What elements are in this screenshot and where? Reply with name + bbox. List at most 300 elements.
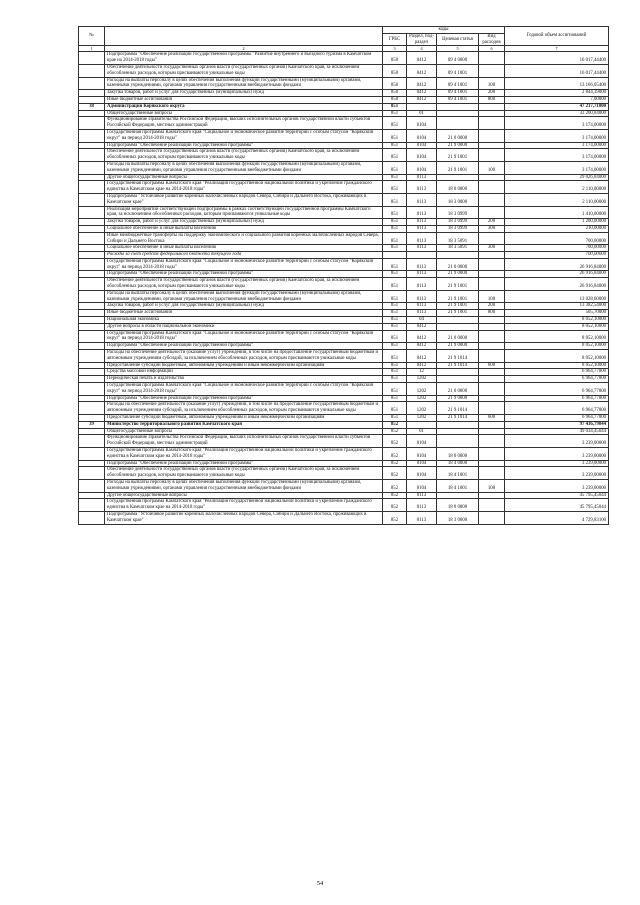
- row-name: Государственная программа Камчатского края "Социальное и экономическое развитие территории с особым статусом "Корякский округ" на период 2014-2018 годы": [105, 383, 383, 396]
- row-amount: 700,00000: [505, 252, 609, 259]
- row-grbs: 851: [383, 369, 407, 376]
- table-row: [79, 149, 609, 162]
- table-row: [79, 369, 609, 376]
- row-grbs: 851: [383, 350, 407, 363]
- row-amount: 3 174,00000: [505, 117, 609, 130]
- row-name: Обеспечение деятельности государственных органов власти (государственных органов) Камчатского края, за исключением обособленных расходов, которым присваиваются уникальные коды: [105, 278, 383, 291]
- row-name: Администрация Корякского округа: [105, 103, 383, 110]
- colnum-2: 2: [105, 46, 383, 52]
- row-name: Государственная программа Камчатского края "Социальное и экономическое развитие территории с особым статусом "Корякский округ" на период 2014-2018 годы": [105, 330, 383, 343]
- row-razdel: 0113: [407, 206, 437, 219]
- row-grbs: 851: [383, 110, 407, 117]
- row-number: [79, 290, 105, 303]
- colnum-6: 6: [479, 46, 505, 52]
- row-grbs: [383, 252, 407, 259]
- table-row: [79, 219, 609, 226]
- row-target-article: 21 9 1001: [437, 149, 479, 162]
- row-grbs: 851: [383, 323, 407, 330]
- row-razdel: 1202: [407, 395, 437, 402]
- row-number: [79, 310, 105, 317]
- row-number: [79, 435, 105, 448]
- row-grbs: 851: [383, 245, 407, 252]
- row-expense-type: 300: [479, 225, 505, 232]
- table-row: [79, 467, 609, 480]
- row-number: [79, 448, 105, 461]
- row-razdel: 0412: [407, 77, 437, 90]
- row-number: [79, 258, 105, 271]
- row-razdel: 0113: [407, 492, 437, 499]
- row-expense-type: [479, 323, 505, 330]
- row-amount: 16 017,44400: [505, 52, 609, 65]
- row-amount: 8 052,10000: [505, 317, 609, 324]
- row-name: Иные межбюджетные трансферты на поддержку экономического и социального развития коренных малочисленных народов Севера, Сибири и Дальнего Востока: [105, 232, 383, 245]
- row-grbs: 850: [383, 96, 407, 103]
- row-number: [79, 232, 105, 245]
- row-number: [79, 252, 105, 259]
- row-target-article: 18 4 0000: [437, 460, 479, 467]
- table-row: [79, 52, 609, 65]
- row-number: 38: [79, 103, 105, 110]
- row-number: [79, 369, 105, 376]
- table-row: [79, 343, 609, 350]
- row-expense-type: 200: [479, 303, 505, 310]
- table-row: [79, 193, 609, 206]
- row-expense-type: [479, 149, 505, 162]
- row-expense-type: [479, 103, 505, 110]
- row-razdel: 0104: [407, 142, 437, 149]
- row-expense-type: [479, 428, 505, 435]
- row-grbs: 851: [383, 193, 407, 206]
- row-amount: 2 110,00000: [505, 181, 609, 194]
- row-name: Функционирование Правительства Российской Федерации, высших исполнительных органов государственной власти субъектов Российской Федерации, местных администраций: [105, 435, 383, 448]
- row-number: [79, 161, 105, 174]
- row-amount: 6 964,77800: [505, 395, 609, 402]
- row-grbs: 851: [383, 174, 407, 181]
- row-amount: 3 239,00000: [505, 448, 609, 461]
- table-row: [79, 428, 609, 435]
- row-expense-type: 600: [479, 415, 505, 422]
- row-grbs: 851: [383, 402, 407, 415]
- table-row: [79, 435, 609, 448]
- row-expense-type: [479, 499, 505, 512]
- row-grbs: 851: [383, 129, 407, 142]
- row-target-article: 21 9 1014: [437, 350, 479, 363]
- row-number: [79, 219, 105, 226]
- row-razdel: 0113: [407, 258, 437, 271]
- row-expense-type: 200: [479, 219, 505, 226]
- row-expense-type: 200: [479, 90, 505, 97]
- row-number: [79, 225, 105, 232]
- row-razdel: 0412: [407, 90, 437, 97]
- row-target-article: 21 9 1001: [437, 310, 479, 317]
- row-amount: 3 174,00000: [505, 149, 609, 162]
- row-target-article: 21 0 0000: [437, 129, 479, 142]
- row-target-article: 18 4 1001: [437, 467, 479, 480]
- row-target-article: [437, 103, 479, 110]
- row-razdel: 0113: [407, 310, 437, 317]
- row-razdel: 0113: [407, 174, 437, 181]
- row-number: [79, 395, 105, 402]
- row-amount: 3 239,00000: [505, 460, 609, 467]
- row-number: [79, 428, 105, 435]
- row-target-article: 18 3 5091: [437, 232, 479, 245]
- table-row: [79, 77, 609, 90]
- row-target-article: [437, 421, 479, 428]
- row-razdel: 0104: [407, 479, 437, 492]
- row-razdel: 0412: [407, 330, 437, 343]
- row-target-article: 18 0 0000: [437, 448, 479, 461]
- table-row: [79, 110, 609, 117]
- row-grbs: 852: [383, 499, 407, 512]
- row-name: Подпрограмма "Обеспечение реализации государственной программы": [105, 460, 383, 467]
- row-razdel: 1202: [407, 402, 437, 415]
- row-number: [79, 415, 105, 422]
- row-grbs: 851: [383, 225, 407, 232]
- row-number: [79, 362, 105, 369]
- row-expense-type: 800: [479, 310, 505, 317]
- row-number: [79, 149, 105, 162]
- row-razdel: 01: [407, 110, 437, 117]
- row-name: Обеспечение деятельности государственных органов власти (государственных органов) Камчатского края, за исключением обособленных расходов, которым присваиваются уникальные коды: [105, 149, 383, 162]
- row-expense-type: [479, 343, 505, 350]
- row-amount: 505,70000: [505, 310, 609, 317]
- row-expense-type: 100: [479, 77, 505, 90]
- row-number: [79, 383, 105, 396]
- row-amount: 49 034,45044: [505, 428, 609, 435]
- row-grbs: 851: [383, 142, 407, 149]
- row-name: Другие общегосударственные вопросы: [105, 174, 383, 181]
- row-grbs: 851: [383, 278, 407, 291]
- row-razdel: 0113: [407, 193, 437, 206]
- table-row: [79, 395, 609, 402]
- row-expense-type: [479, 252, 505, 259]
- row-name: Социальное обеспечение и иные выплаты населению: [105, 245, 383, 252]
- row-target-article: 18 3 0000: [437, 193, 479, 206]
- row-amount: 13 382,54000: [505, 303, 609, 310]
- row-name: Государственная программа Камчатского края "Социальное и экономическое развитие территории с особым статусом "Корякский округ" на период 2014-2018 годы": [105, 129, 383, 142]
- table-row: [79, 90, 609, 97]
- row-number: [79, 402, 105, 415]
- table-row: [79, 479, 609, 492]
- row-target-article: [437, 376, 479, 383]
- row-name: Подпрограмма "Обеспечение реализации государственной программы": [105, 142, 383, 149]
- row-expense-type: [479, 129, 505, 142]
- row-amount: 6 964,77800: [505, 376, 609, 383]
- row-number: [79, 499, 105, 512]
- row-name: Расходы на обеспечение деятельности (оказание услуг) учреждений, в том числе на предоставление государственным бюджетным и автономным учреждениям субсидий, за исключением обособленных расходов, которым присваиваются уникальные коды: [105, 350, 383, 363]
- row-target-article: 21 9 0000: [437, 395, 479, 402]
- row-amount: 700,00000: [505, 245, 609, 252]
- header-target-article: Целевая статья: [437, 33, 479, 46]
- row-target-article: [437, 110, 479, 117]
- row-grbs: 851: [383, 330, 407, 343]
- row-amount: 97 436,79044: [505, 421, 609, 428]
- row-grbs: 852: [383, 435, 407, 448]
- row-number: [79, 129, 105, 142]
- row-expense-type: [479, 330, 505, 343]
- row-name: Периодическая печать и издательства: [105, 376, 383, 383]
- row-grbs: 852: [383, 428, 407, 435]
- table-row: [79, 96, 609, 103]
- header-codes: коды: [383, 27, 505, 34]
- row-grbs: 851: [383, 415, 407, 422]
- row-razdel: [407, 103, 437, 110]
- row-amount: 32 200,84000: [505, 110, 609, 117]
- row-target-article: 09 4 1001: [437, 77, 479, 90]
- row-number: [79, 193, 105, 206]
- row-name: Другие общегосударственные вопросы: [105, 492, 383, 499]
- row-name: Социальное обеспечение и иные выплаты населению: [105, 225, 383, 232]
- row-razdel: 0113: [407, 181, 437, 194]
- row-amount: 8 052,10000: [505, 350, 609, 363]
- row-target-article: 09 4 1001: [437, 96, 479, 103]
- row-name: Закупка товаров, работ и услуг для государственных (муниципальных) нужд: [105, 219, 383, 226]
- row-expense-type: [479, 271, 505, 278]
- row-grbs: 851: [383, 232, 407, 245]
- row-amount: 2 844,39000: [505, 90, 609, 97]
- row-razdel: 0412: [407, 343, 437, 350]
- row-number: [79, 90, 105, 97]
- row-number: [79, 77, 105, 90]
- colnum-4: 4: [407, 46, 437, 52]
- row-grbs: 851: [383, 271, 407, 278]
- table-row: [79, 225, 609, 232]
- row-name: Государственная программа Камчатского края "Реализация государственной национальной политики и укрепление гражданского единства в Камчатском крае на 2014-2018 годы": [105, 448, 383, 461]
- row-target-article: 21 9 0000: [437, 343, 479, 350]
- row-grbs: 851: [383, 103, 407, 110]
- row-name: Закупка товаров, работ и услуг для государственных (муниципальных) нужд: [105, 90, 383, 97]
- row-razdel: 0113: [407, 245, 437, 252]
- table-body: [79, 52, 609, 524]
- row-expense-type: [479, 52, 505, 65]
- row-name: Расходы на выплаты персоналу в целях обеспечения выполнения функций государственными (муниципальными) органами, казенными учреждениями, органами управления государственными внебюджетными фондами: [105, 290, 383, 303]
- row-expense-type: [479, 395, 505, 402]
- row-name: Иные бюджетные ассигнования: [105, 310, 383, 317]
- row-number: [79, 376, 105, 383]
- row-number: [79, 96, 105, 103]
- row-number: [79, 206, 105, 219]
- row-grbs: 850: [383, 64, 407, 77]
- colnum-3: 3: [383, 46, 407, 52]
- row-name: Функционирование Правительства Российской Федерации, высших исполнительных органов государственной власти субъектов Российской Федерации, местных администраций: [105, 117, 383, 130]
- row-amount: 8 052,10000: [505, 343, 609, 350]
- row-grbs: 851: [383, 258, 407, 271]
- row-target-article: 09 4 1001: [437, 64, 479, 77]
- table-row: [79, 103, 609, 110]
- row-expense-type: [479, 64, 505, 77]
- row-grbs: 852: [383, 421, 407, 428]
- row-amount: 1 200,00000: [505, 219, 609, 226]
- row-number: [79, 303, 105, 310]
- row-grbs: 851: [383, 310, 407, 317]
- row-number: [79, 271, 105, 278]
- row-grbs: 851: [383, 149, 407, 162]
- row-target-article: [437, 323, 479, 330]
- row-name: Государственная программа Камчатского края "Реализация государственной национальной политики и укрепление гражданского единства в Камчатском крае на 2014-2018 годы": [105, 499, 383, 512]
- row-grbs: 852: [383, 460, 407, 467]
- row-razdel: 01: [407, 428, 437, 435]
- header-grbs: ГРБС: [383, 33, 407, 46]
- row-razdel: 0113: [407, 225, 437, 232]
- row-target-article: 21 0 0000: [437, 258, 479, 271]
- row-target-article: 18 3 0999: [437, 225, 479, 232]
- row-expense-type: [479, 376, 505, 383]
- table-row: [79, 245, 609, 252]
- colnum-1: 1: [79, 46, 105, 52]
- row-razdel: 1202: [407, 383, 437, 396]
- row-razdel: 0412: [407, 362, 437, 369]
- row-amount: 210,00000: [505, 225, 609, 232]
- row-name: Национальная экономика: [105, 317, 383, 324]
- row-name: Обеспечение деятельности государственных органов власти (государственных органов) Камчатского края, за исключением обособленных расходов, которым присваиваются уникальные коды: [105, 64, 383, 77]
- row-number: [79, 467, 105, 480]
- row-target-article: 21 9 0000: [437, 271, 479, 278]
- row-name: Расходы на выплаты персоналу в целях обеспечения выполнения функций государственными (муниципальными) органами, казенными учреждениями, органами управления государственными внебюджетными фондами: [105, 77, 383, 90]
- row-name: Иные бюджетные ассигнования: [105, 96, 383, 103]
- row-target-article: [437, 117, 479, 130]
- table-row: [79, 258, 609, 271]
- row-razdel: [407, 252, 437, 259]
- table-row: [79, 129, 609, 142]
- row-amount: 8 052,10000: [505, 362, 609, 369]
- row-name: Средства массовой информации: [105, 369, 383, 376]
- row-expense-type: [479, 117, 505, 130]
- row-razdel: 0113: [407, 232, 437, 245]
- row-amount: 26 916,84000: [505, 278, 609, 291]
- row-name: Министерство территориального развития Камчатского края: [105, 421, 383, 428]
- row-name: Общегосударственные вопросы: [105, 428, 383, 435]
- row-amount: 26 916,84000: [505, 271, 609, 278]
- row-name: Другие вопросы в области национальной экономики: [105, 323, 383, 330]
- row-expense-type: [479, 181, 505, 194]
- row-razdel: 0104: [407, 435, 437, 448]
- row-razdel: 0412: [407, 323, 437, 330]
- row-razdel: 0412: [407, 64, 437, 77]
- row-target-article: 21 9 1001: [437, 161, 479, 174]
- table-row: [79, 323, 609, 330]
- row-target-article: 21 9 1001: [437, 290, 479, 303]
- row-razdel: 0113: [407, 278, 437, 291]
- row-target-article: 18 3 0999: [437, 219, 479, 226]
- table-row: [79, 376, 609, 383]
- row-expense-type: [479, 110, 505, 117]
- row-target-article: 18 0 0000: [437, 499, 479, 512]
- row-number: [79, 511, 105, 524]
- row-expense-type: [479, 467, 505, 480]
- row-amount: 8 052,10000: [505, 323, 609, 330]
- row-name: Закупка товаров, работ и услуг для государственных (муниципальных) нужд: [105, 303, 383, 310]
- row-target-article: 09 4 0000: [437, 52, 479, 65]
- row-expense-type: [479, 460, 505, 467]
- row-expense-type: [479, 206, 505, 219]
- row-grbs: 851: [383, 117, 407, 130]
- row-razdel: [407, 421, 437, 428]
- row-number: [79, 317, 105, 324]
- table-row: [79, 317, 609, 324]
- table-row: [79, 310, 609, 317]
- table-row: [79, 499, 609, 512]
- row-target-article: 21 9 1014: [437, 415, 479, 422]
- row-expense-type: [479, 232, 505, 245]
- row-name: Расходы на выплаты персоналу в целях обеспечения выполнения функций государственными (муниципальными) органами, казенными учреждениями, органами управления государственными внебюджетными фондами: [105, 479, 383, 492]
- row-target-article: [437, 492, 479, 499]
- header-razdel: Раздел, под-раздел: [407, 33, 437, 46]
- row-razdel: 0113: [407, 290, 437, 303]
- row-grbs: 852: [383, 511, 407, 524]
- row-grbs: 851: [383, 343, 407, 350]
- row-target-article: 21 9 0000: [437, 142, 479, 149]
- row-grbs: 851: [383, 206, 407, 219]
- row-target-article: 21 0 0000: [437, 383, 479, 396]
- row-expense-type: [479, 258, 505, 271]
- table-row: [79, 492, 609, 499]
- row-expense-type: [479, 448, 505, 461]
- row-target-article: 21 0 0000: [437, 330, 479, 343]
- row-amount: 16 017,44400: [505, 64, 609, 77]
- row-target-article: 21 9 1014: [437, 362, 479, 369]
- row-expense-type: [479, 383, 505, 396]
- row-target-article: [437, 252, 479, 259]
- row-amount: 45 795,45044: [505, 499, 609, 512]
- row-grbs: 851: [383, 376, 407, 383]
- row-name: Подпрограмма "Обеспечение реализации государственной программы": [105, 343, 383, 350]
- row-name: Предоставление субсидий бюджетным, автономным учреждениям и иным некоммерческим организациям: [105, 362, 383, 369]
- row-number: [79, 117, 105, 130]
- row-name: Расходы за счет средств федерального бюджета текущего года: [105, 252, 383, 259]
- row-target-article: 18 4 1001: [437, 479, 479, 492]
- row-grbs: 851: [383, 303, 407, 310]
- row-expense-type: [479, 193, 505, 206]
- table-row: [79, 460, 609, 467]
- table-row: [79, 511, 609, 524]
- row-amount: 3 239,00000: [505, 467, 609, 480]
- row-razdel: 12: [407, 369, 437, 376]
- row-amount: 6 964,77800: [505, 415, 609, 422]
- table-row: [79, 421, 609, 428]
- row-razdel: 0104: [407, 460, 437, 467]
- row-razdel: 0104: [407, 448, 437, 461]
- table-row: [79, 415, 609, 422]
- row-target-article: [437, 435, 479, 448]
- row-number: [79, 181, 105, 194]
- row-expense-type: 100: [479, 290, 505, 303]
- row-razdel: 0113: [407, 499, 437, 512]
- row-grbs: 851: [383, 161, 407, 174]
- row-razdel: 1202: [407, 415, 437, 422]
- row-target-article: 18 0 0000: [437, 181, 479, 194]
- row-name: Государственная программа Камчатского края "Реализация государственной национальной политики и укрепление гражданского единства в Камчатском крае на 2014-2018 годы": [105, 181, 383, 194]
- row-amount: 13 166,05400: [505, 77, 609, 90]
- row-name: Обеспечение деятельности государственных органов власти (государственных органов) Камчатского края, за исключением обособленных расходов, которым присваиваются уникальные коды: [105, 467, 383, 480]
- row-target-article: 18 3 0000: [437, 511, 479, 524]
- table-row: [79, 330, 609, 343]
- row-target-article: 18 3 5091: [437, 245, 479, 252]
- table-row: [79, 383, 609, 396]
- budget-table: [78, 26, 609, 525]
- row-target-article: 21 9 1014: [437, 402, 479, 415]
- row-grbs: 852: [383, 479, 407, 492]
- row-expense-type: [479, 278, 505, 291]
- table-row: [79, 206, 609, 219]
- table-row: [79, 448, 609, 461]
- row-expense-type: [479, 435, 505, 448]
- row-razdel: 0104: [407, 467, 437, 480]
- row-target-article: 21 9 1001: [437, 303, 479, 310]
- colnum-5: 5: [437, 46, 479, 52]
- row-amount: 29 026,84000: [505, 174, 609, 181]
- row-target-article: [437, 317, 479, 324]
- row-amount: 6 964,77800: [505, 402, 609, 415]
